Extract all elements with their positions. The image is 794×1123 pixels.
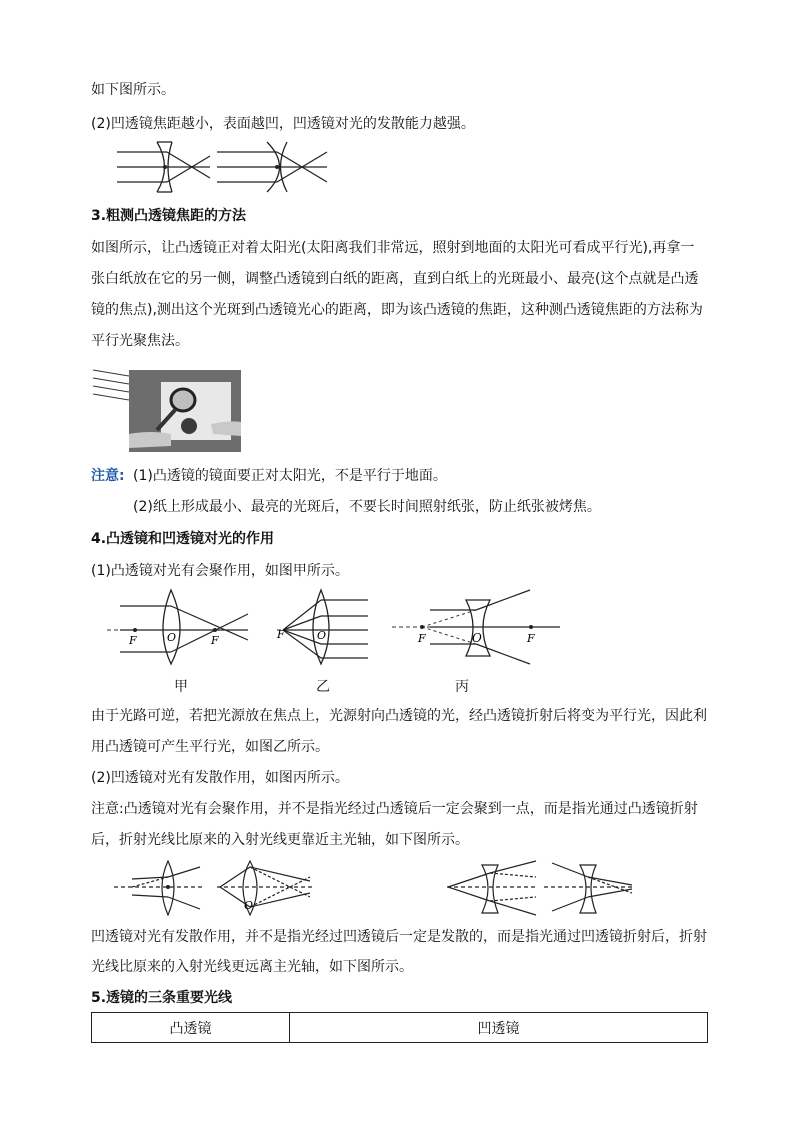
text-line: 张白纸放在它的另一侧，调整凸透镜到白纸的距离，直到白纸上的光斑最小、最亮(这个点就是凸透 (91, 271, 699, 287)
section-heading: 4.凸透镜和凹透镜对光的作用 (91, 531, 275, 547)
focus-label: F (211, 634, 219, 647)
sunlight-focusing-photo (91, 364, 246, 452)
text-line: 镜的焦点),测出这个光斑到凸透镜光心的距离，即为该凸透镜的焦距，这种测凸透镜焦距的方法称为 (91, 302, 703, 318)
figure-caption: 甲 (174, 679, 188, 695)
note-label: 注意: (91, 468, 125, 484)
optical-center-label: O (472, 631, 482, 645)
text-line: 凹透镜对光有发散作用，并不是指光经过凹透镜后一定是发散的，而是指光通过凹透镜折射后，折射 (91, 929, 707, 945)
section-heading: 3.粗测凸透镜焦距的方法 (91, 208, 247, 224)
focus-label: F (277, 628, 285, 641)
note-item: (1)凸透镜的镜面要正对太阳光，不是平行于地面。 (133, 468, 447, 484)
lens-refraction-examples-diagram (112, 857, 640, 919)
table-header-concave: 凹透镜 (290, 1013, 708, 1043)
text-line: 光线比原来的入射光线更远离主光轴，如下图所示。 (91, 959, 413, 975)
focus-label: F (527, 632, 535, 645)
section-heading: 5.透镜的三条重要光线 (91, 990, 233, 1006)
figure-caption: 丙 (455, 679, 469, 695)
optical-center-label: O (167, 631, 177, 644)
optical-center-label: O (317, 629, 327, 642)
convex-lens-parallel-diagram (275, 586, 370, 666)
text-line: (2)凹透镜对光有发散作用，如图丙所示。 (91, 770, 349, 786)
concave-lens-comparison-diagram (112, 138, 332, 196)
concave-lens-diverging-diagram (390, 586, 562, 666)
lens-table (91, 1012, 708, 1043)
text-line: 由于光路可逆，若把光源放在焦点上，光源射向凸透镜的光，经凸透镜折射后将变为平行光，因此利 (91, 708, 707, 724)
text-line: 平行光聚焦法。 (91, 333, 189, 349)
text-line: 后，折射光线比原来的入射光线更靠近主光轴，如下图所示。 (91, 832, 469, 848)
text-line: 用凸透镜可产生平行光，如图乙所示。 (91, 739, 329, 755)
convex-lens-converging-diagram (105, 586, 250, 666)
optical-center-label: O (244, 899, 254, 912)
text-line: (1)凸透镜对光有会聚作用，如图甲所示。 (91, 563, 349, 579)
figure-caption: 乙 (316, 679, 330, 695)
table-header-convex: 凸透镜 (92, 1013, 290, 1043)
focus-label: F (418, 632, 426, 645)
text-line: 如图所示，让凸透镜正对着太阳光(太阳离我们非常远，照射到地面的太阳光可看成平行光),再拿一 (91, 240, 695, 256)
note-item: (2)纸上形成最小、最亮的光斑后，不要长时间照射纸张，防止纸张被烤焦。 (133, 499, 601, 515)
text-line: 注意:凸透镜对光有会聚作用，并不是指光经过凸透镜后一定会聚到一点，而是指光通过凸透镜折射 (91, 801, 698, 817)
focus-label: F (129, 634, 137, 647)
text-line: 如下图所示。 (91, 82, 175, 98)
text-line: (2)凹透镜焦距越小，表面越凹，凹透镜对光的发散能力越强。 (91, 116, 475, 132)
